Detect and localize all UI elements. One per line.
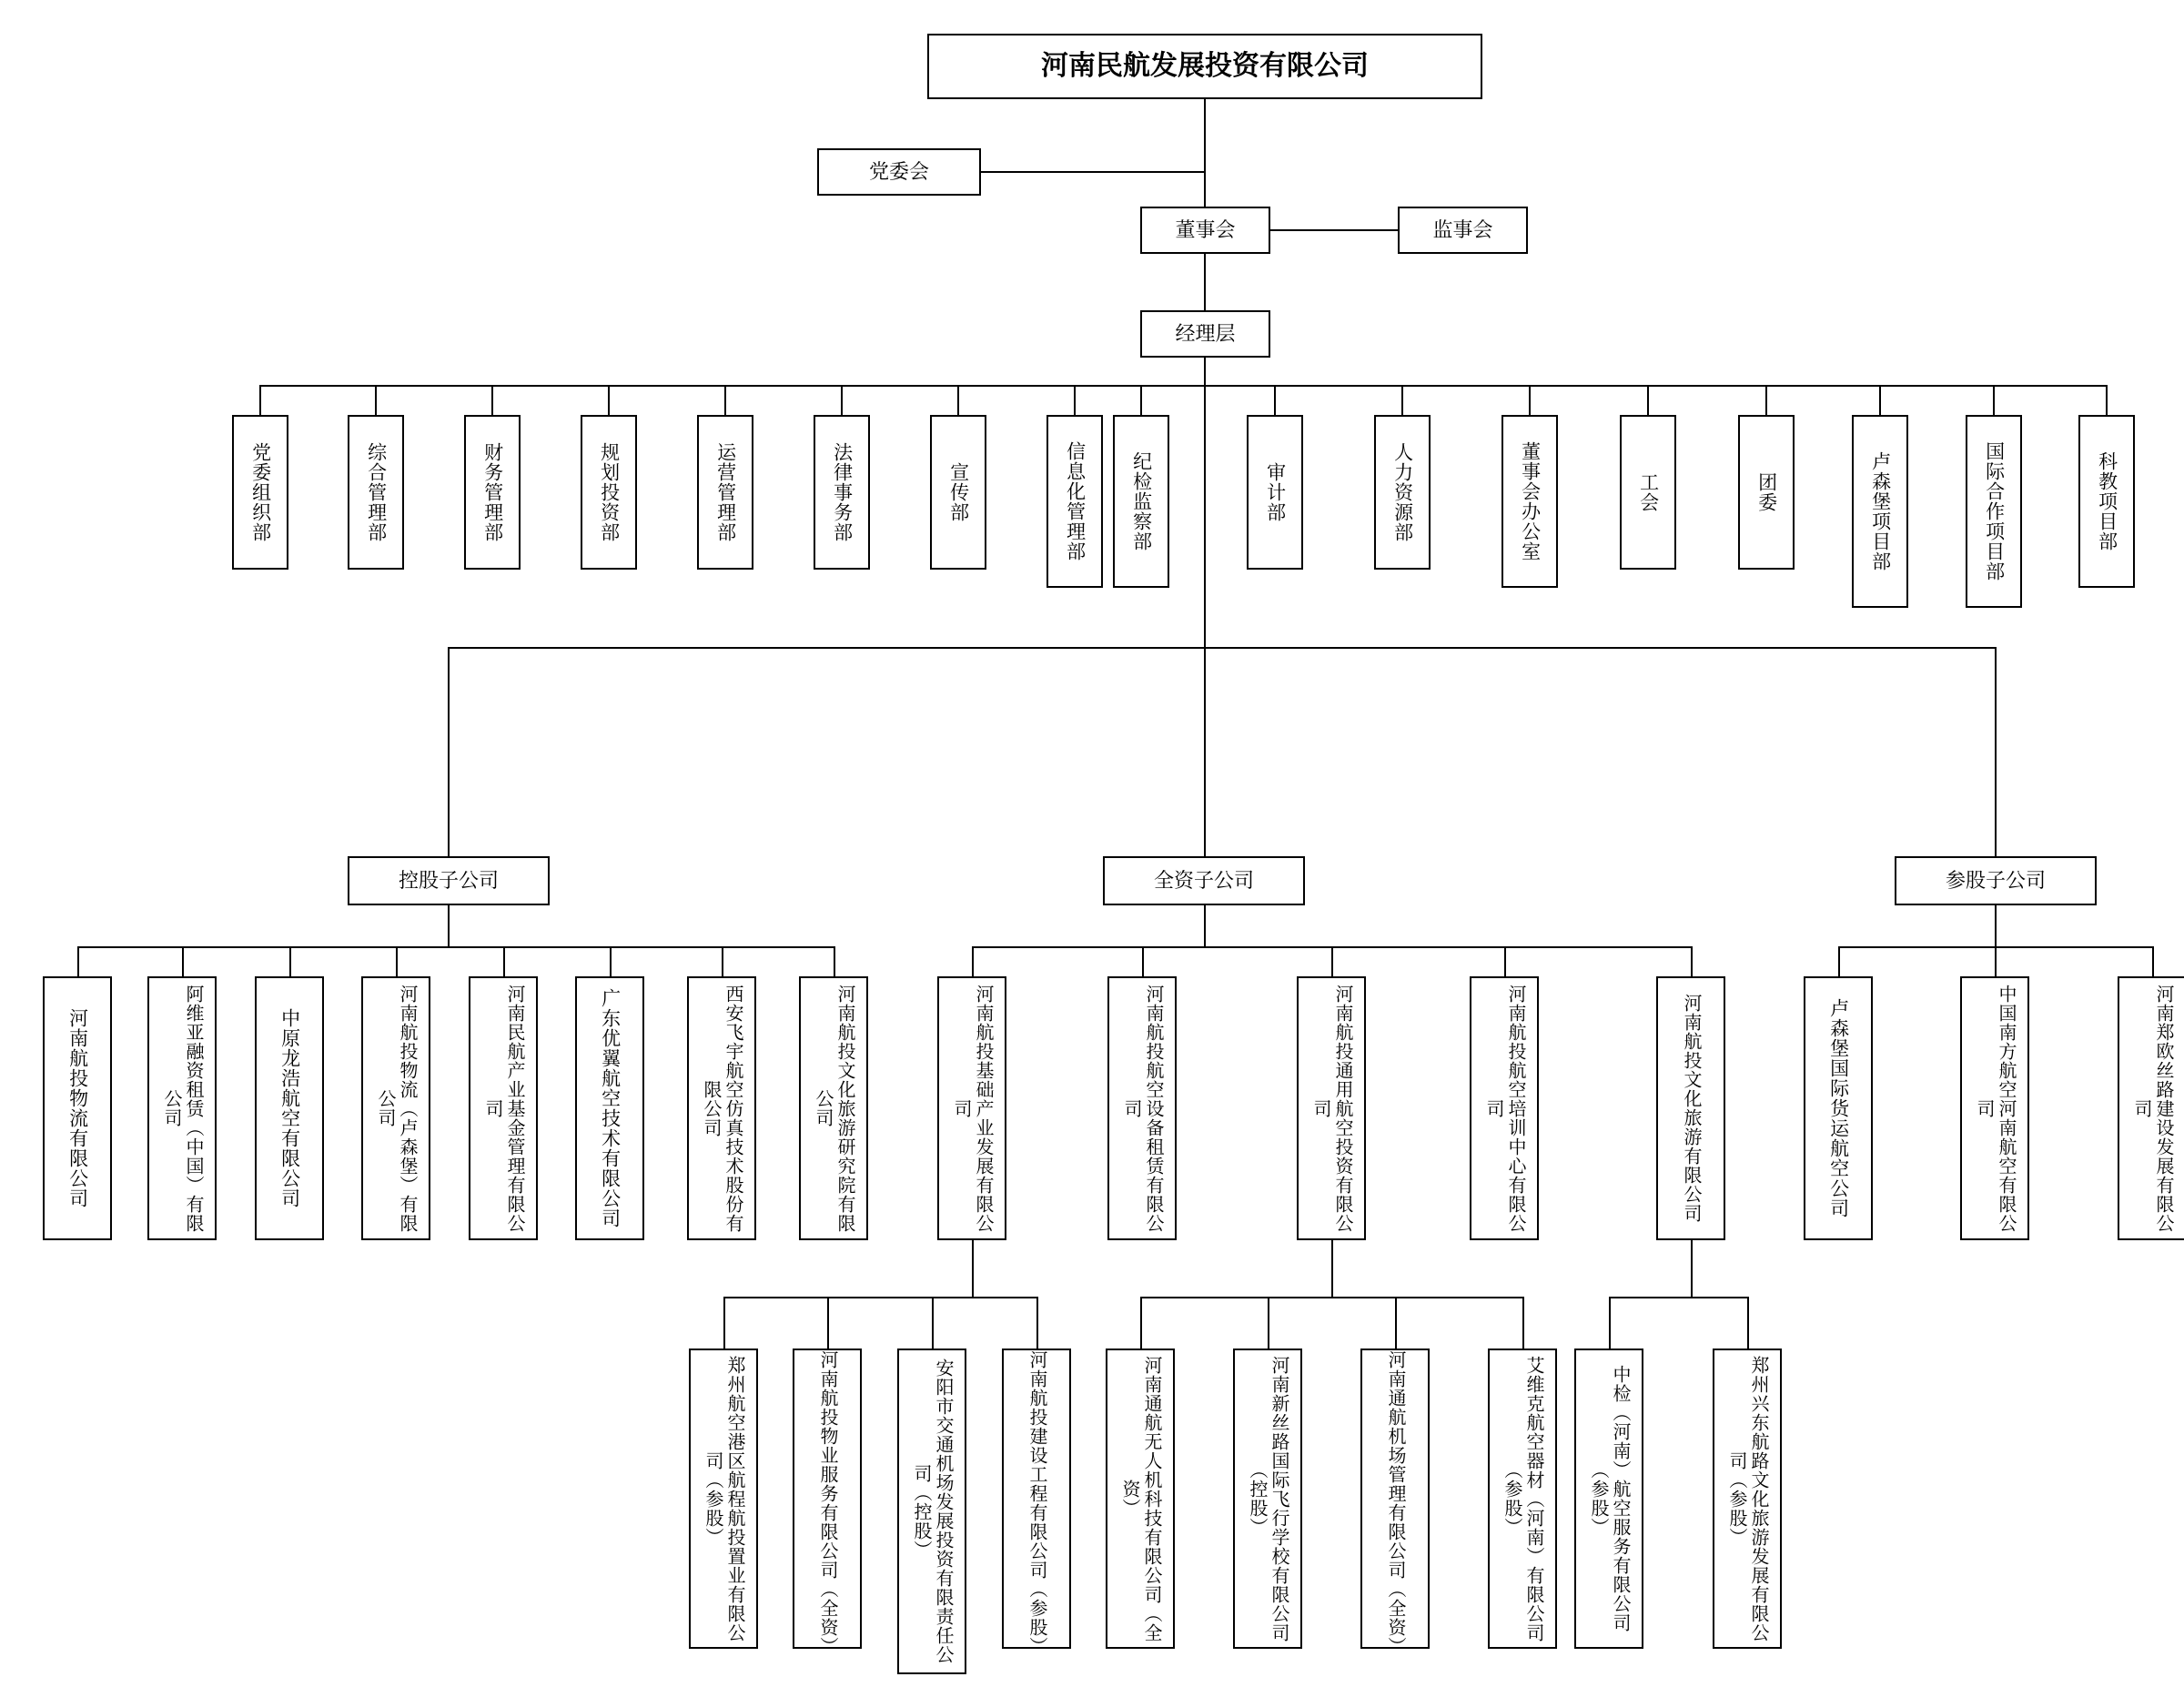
dept-label: 审计部	[1264, 462, 1286, 522]
dept-informatization[interactable]	[1046, 415, 1103, 588]
sub-subsidiary-label: 艾维克航空器材（河南）有限公司（参股）	[1502, 1355, 1543, 1642]
subsidiary-label: 河南航投航空设备租赁有限公司	[1121, 984, 1163, 1233]
connector	[1691, 946, 1693, 976]
dept-science-education-project[interactable]	[2078, 415, 2135, 588]
dept-legal[interactable]	[814, 415, 870, 570]
dept-label: 宣传部	[947, 462, 969, 522]
dept-party-organization[interactable]	[232, 415, 288, 570]
subsidiary-e2[interactable]	[1960, 976, 2029, 1240]
dept-general-management[interactable]	[348, 415, 404, 570]
subsidiary-label: 河南航投文化旅游有限公司	[1681, 994, 1701, 1223]
connector	[1036, 1297, 1038, 1349]
subsidiary-label: 河南航投文化旅游研究院有限公司	[813, 984, 854, 1233]
connector	[1204, 647, 1206, 856]
connector	[608, 385, 610, 415]
connector	[1268, 1297, 1269, 1349]
connector	[1331, 946, 1333, 976]
connector	[448, 647, 450, 856]
subsidiary-w5[interactable]	[1656, 976, 1725, 1240]
party-committee-label: 党委会	[868, 160, 929, 184]
connector	[1691, 1240, 1693, 1297]
dept-label: 董事会办公室	[1519, 441, 1541, 561]
connector	[827, 1297, 829, 1349]
subsidiary-e3[interactable]	[2118, 976, 2184, 1240]
connector	[1879, 385, 1881, 415]
connector	[375, 385, 377, 415]
management-label: 经理层	[1175, 322, 1236, 346]
connector	[1204, 254, 1206, 310]
connector	[1331, 1240, 1333, 1297]
connector	[1529, 385, 1531, 415]
connector	[182, 946, 184, 976]
sub-subsidiary-t1[interactable]	[689, 1349, 758, 1649]
subsidiary-h6[interactable]	[575, 976, 644, 1240]
connector	[972, 946, 974, 976]
dept-luxembourg-project[interactable]	[1852, 415, 1908, 608]
connector	[503, 946, 505, 976]
node-party-committee[interactable]	[817, 148, 981, 196]
subsidiary-w3[interactable]	[1297, 976, 1366, 1240]
sub-subsidiary-label: 河南通航无人机科技有限公司（全资）	[1119, 1355, 1161, 1642]
sub-subsidiary-label: 郑州航空港区航程航投置业有限公司（参股）	[703, 1355, 744, 1642]
sub-subsidiary-label: 郑州兴东航路文化旅游发展有限公司（参股）	[1726, 1355, 1768, 1642]
dept-label: 信息化管理部	[1064, 441, 1086, 561]
connector	[610, 946, 612, 976]
dept-label: 人力资源部	[1391, 442, 1413, 542]
connector	[1647, 385, 1649, 415]
sub-subsidiary-label: 河南航投建设工程有限公司（参股）	[1026, 1350, 1046, 1656]
sub-subsidiary-t3[interactable]	[897, 1349, 966, 1674]
subsidiary-w4[interactable]	[1470, 976, 1539, 1240]
dept-human-resources[interactable]	[1374, 415, 1431, 570]
subsidiary-h3[interactable]	[255, 976, 324, 1240]
connector	[724, 385, 726, 415]
subsidiary-label: 中原龙浩航空有限公司	[278, 1008, 300, 1208]
dept-label: 规划投资部	[598, 442, 620, 542]
category-label: 全资子公司	[1153, 869, 1254, 893]
root-node[interactable]	[927, 34, 1482, 99]
sub-subsidiary-t6[interactable]	[1233, 1349, 1302, 1649]
dept-international-cooperation-project[interactable]	[1966, 415, 2022, 608]
subsidiary-label: 河南民航产业基金管理有限公司	[482, 984, 524, 1233]
connector	[723, 1297, 1037, 1298]
sub-subsidiary-label: 中检（河南）航空服务有限公司（参股）	[1588, 1365, 1630, 1632]
node-board-of-supervisors[interactable]	[1398, 207, 1528, 254]
connector	[2152, 946, 2154, 976]
sub-subsidiary-t9[interactable]	[1574, 1349, 1643, 1649]
root-label: 河南民航发展投资有限公司	[1041, 51, 1369, 82]
connector	[1074, 385, 1076, 415]
dept-label: 国际合作项目部	[1983, 441, 2005, 581]
sub-subsidiary-t10[interactable]	[1713, 1349, 1782, 1649]
subsidiary-w2[interactable]	[1107, 976, 1177, 1240]
connector	[1270, 229, 1398, 231]
subsidiary-label: 阿维亚融资租赁（中国）有限公司	[161, 984, 203, 1233]
dept-label: 工会	[1637, 472, 1659, 512]
sub-subsidiary-t7[interactable]	[1360, 1349, 1430, 1656]
subsidiary-label: 河南航投基础产业发展有限公司	[951, 984, 993, 1233]
sub-subsidiary-t8[interactable]	[1488, 1349, 1557, 1649]
connector	[957, 385, 959, 415]
subsidiary-label: 西安飞宇航空仿真技术股份有限公司	[701, 984, 743, 1233]
connector	[972, 1240, 974, 1297]
category-equity[interactable]	[1895, 856, 2097, 905]
board-of-supervisors-label: 监事会	[1432, 218, 1493, 242]
subsidiary-label: 广东优翼航空技术有限公司	[599, 988, 621, 1228]
connector	[1204, 905, 1206, 946]
dept-label: 综合管理部	[365, 442, 387, 542]
connector	[1747, 1297, 1749, 1349]
connector	[1609, 1297, 1747, 1298]
subsidiary-h5[interactable]	[469, 976, 538, 1240]
connector	[1995, 647, 1997, 856]
node-board-of-directors[interactable]	[1140, 207, 1270, 254]
dept-operations[interactable]	[697, 415, 753, 570]
connector	[1993, 385, 1995, 415]
subsidiary-label: 卢森堡国际货运航空公司	[1827, 998, 1849, 1218]
connector	[1142, 946, 1144, 976]
dept-finance[interactable]	[464, 415, 521, 570]
connector	[1504, 946, 1506, 976]
sub-subsidiary-t5[interactable]	[1106, 1349, 1175, 1649]
sub-subsidiary-t4[interactable]	[1002, 1349, 1071, 1656]
connector	[2106, 385, 2108, 415]
connector	[1204, 385, 1206, 649]
connector	[722, 946, 723, 976]
connector	[1204, 358, 1206, 385]
connector	[1140, 385, 1142, 415]
connector	[259, 385, 261, 415]
connector	[1140, 1297, 1522, 1298]
connector	[259, 385, 2107, 387]
node-management[interactable]	[1140, 310, 1270, 358]
subsidiary-label: 河南航投通用航空投资有限公司	[1310, 984, 1352, 1233]
connector	[396, 946, 398, 976]
category-holding[interactable]	[348, 856, 550, 905]
category-label: 参股子公司	[1945, 869, 2046, 893]
connector	[491, 385, 493, 415]
connector	[1274, 385, 1276, 415]
dept-board-office[interactable]	[1502, 415, 1558, 588]
subsidiary-e1[interactable]	[1804, 976, 1873, 1240]
sub-subsidiary-label: 安阳市交通机场发展投资有限责任公司（控股）	[911, 1359, 953, 1664]
dept-labor-union[interactable]	[1620, 415, 1676, 570]
dept-discipline-inspection[interactable]	[1113, 415, 1169, 588]
category-label: 控股子公司	[398, 869, 499, 893]
dept-label: 团委	[1755, 472, 1777, 512]
dept-label: 纪检监察部	[1130, 451, 1152, 551]
subsidiary-label: 河南航投物流（卢森堡）有限公司	[375, 984, 417, 1233]
connector	[1140, 1297, 1142, 1349]
subsidiary-h2[interactable]	[147, 976, 217, 1240]
sub-subsidiary-label: 河南航投物业服务有限公司（全资）	[817, 1350, 837, 1656]
subsidiary-label: 河南郑欧丝路建设发展有限公司	[2131, 984, 2173, 1233]
subsidiary-h1[interactable]	[43, 976, 112, 1240]
dept-label: 卢森堡项目部	[1869, 451, 1891, 571]
connector	[1995, 946, 1997, 976]
category-wholly-owned[interactable]	[1103, 856, 1305, 905]
subsidiary-h7[interactable]	[687, 976, 756, 1240]
connector	[981, 171, 1205, 173]
sub-subsidiary-t2[interactable]	[793, 1349, 862, 1656]
dept-audit[interactable]	[1247, 415, 1303, 570]
connector	[932, 1297, 934, 1349]
connector	[289, 946, 291, 976]
connector	[841, 385, 843, 415]
sub-subsidiary-label: 河南新丝路国际飞行学校有限公司（控股）	[1247, 1355, 1289, 1642]
connector	[1395, 1297, 1397, 1349]
subsidiary-h8[interactable]	[799, 976, 868, 1240]
connector	[77, 946, 79, 976]
sub-subsidiary-label: 河南通航机场管理有限公司（全资）	[1385, 1350, 1405, 1656]
subsidiary-h4[interactable]	[361, 976, 430, 1240]
dept-publicity[interactable]	[930, 415, 986, 570]
subsidiary-label: 中国南方航空河南航空有限公司	[1974, 984, 2016, 1233]
subsidiary-label: 河南航投航空培训中心有限公司	[1483, 984, 1525, 1233]
dept-label: 运营管理部	[714, 442, 736, 542]
subsidiary-label: 河南航投物流有限公司	[66, 1008, 88, 1208]
dept-youth-league[interactable]	[1738, 415, 1795, 570]
dept-label: 财务管理部	[481, 442, 503, 542]
dept-label: 科教项目部	[2096, 451, 2118, 551]
dept-planning-investment[interactable]	[581, 415, 637, 570]
subsidiary-w1[interactable]	[937, 976, 1006, 1240]
connector	[1765, 385, 1767, 415]
connector	[1522, 1297, 1524, 1349]
connector	[723, 1297, 725, 1349]
dept-label: 党委组织部	[249, 442, 271, 542]
connector	[1838, 946, 1840, 976]
connector	[1401, 385, 1403, 415]
board-of-directors-label: 董事会	[1175, 218, 1236, 242]
connector	[834, 946, 835, 976]
connector	[1609, 1297, 1611, 1349]
connector	[448, 647, 1995, 649]
connector	[1995, 905, 1997, 946]
connector	[448, 905, 450, 946]
dept-label: 法律事务部	[831, 442, 853, 542]
